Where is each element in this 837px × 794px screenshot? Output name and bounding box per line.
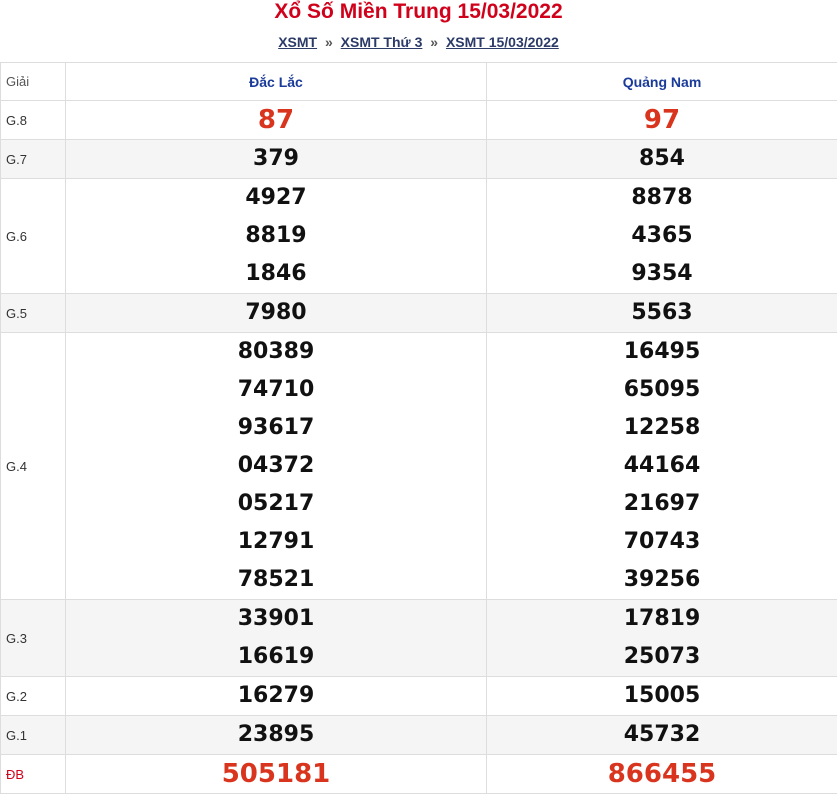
cell-dac-lac [66, 333, 487, 600]
cell-dac-lac [66, 101, 487, 140]
table-row [1, 716, 837, 755]
prize-number: 04372 [66, 447, 486, 485]
table-row [1, 600, 837, 677]
cell-dac-lac [66, 140, 487, 179]
prize-label: G.3 [1, 600, 66, 677]
table-row [1, 179, 837, 294]
prize-number: 1846 [66, 255, 486, 293]
prize-number: 16619 [66, 638, 486, 676]
prize-number: 93617 [66, 409, 486, 447]
cell-dac-lac [66, 716, 487, 755]
prize-number: 16279 [66, 677, 486, 715]
cell-quang-nam [487, 333, 837, 600]
prize-number: 854 [487, 140, 837, 178]
prize-label: G.8 [1, 101, 66, 140]
cell-quang-nam [487, 179, 837, 294]
results-table [0, 62, 837, 794]
table-row [1, 333, 837, 600]
prize-number: 21697 [487, 485, 837, 523]
cell-dac-lac [66, 755, 487, 794]
table-header-row [1, 63, 837, 101]
prize-label: G.7 [1, 140, 66, 179]
prize-number: 7980 [66, 294, 486, 332]
cell-dac-lac [66, 600, 487, 677]
table-row [1, 140, 837, 179]
cell-quang-nam [487, 294, 837, 333]
prize-label: G.4 [1, 333, 66, 600]
prize-label: ĐB [1, 755, 66, 794]
prize-number: 866455 [487, 755, 837, 793]
prize-number: 74710 [66, 371, 486, 409]
header-province-quang-nam[interactable]: Quảng Nam [487, 63, 837, 101]
breadcrumb-link-xsmt[interactable]: XSMT [278, 34, 317, 50]
prize-number: 12258 [487, 409, 837, 447]
prize-number: 505181 [66, 755, 486, 793]
prize-number: 87 [66, 101, 486, 139]
cell-quang-nam [487, 101, 837, 140]
prize-number: 70743 [487, 523, 837, 561]
breadcrumb-separator: » [430, 34, 438, 50]
header-province-dac-lac[interactable]: Đắc Lắc [66, 63, 487, 101]
page-title: Xổ Số Miền Trung 15/03/2022 [0, 0, 837, 24]
cell-quang-nam [487, 755, 837, 794]
prize-label: G.5 [1, 294, 66, 333]
cell-dac-lac [66, 179, 487, 294]
prize-number: 65095 [487, 371, 837, 409]
prize-number: 17819 [487, 600, 837, 638]
prize-number: 97 [487, 101, 837, 139]
prize-number: 5563 [487, 294, 837, 332]
prize-number: 39256 [487, 561, 837, 599]
prize-number: 78521 [66, 561, 486, 599]
table-row [1, 755, 837, 794]
prize-number: 16495 [487, 333, 837, 371]
prize-number: 8878 [487, 179, 837, 217]
cell-quang-nam [487, 600, 837, 677]
cell-quang-nam [487, 677, 837, 716]
prize-number: 44164 [487, 447, 837, 485]
table-row [1, 101, 837, 140]
prize-number: 379 [66, 140, 486, 178]
prize-number: 4365 [487, 217, 837, 255]
table-row [1, 677, 837, 716]
cell-quang-nam [487, 716, 837, 755]
breadcrumb-link-xsmt-date[interactable]: XSMT 15/03/2022 [446, 34, 559, 50]
prize-number: 12791 [66, 523, 486, 561]
prize-label: G.1 [1, 716, 66, 755]
table-row [1, 294, 837, 333]
prize-number: 25073 [487, 638, 837, 676]
prize-number: 4927 [66, 179, 486, 217]
prize-number: 45732 [487, 716, 837, 754]
prize-label: G.2 [1, 677, 66, 716]
prize-number: 9354 [487, 255, 837, 293]
prize-number: 8819 [66, 217, 486, 255]
prize-label: G.6 [1, 179, 66, 294]
breadcrumb-link-xsmt-thu-3[interactable]: XSMT Thứ 3 [341, 34, 423, 50]
cell-dac-lac [66, 294, 487, 333]
header-giai: Giải [1, 63, 66, 101]
breadcrumb [0, 32, 837, 52]
prize-number: 33901 [66, 600, 486, 638]
prize-number: 80389 [66, 333, 486, 371]
prize-number: 23895 [66, 716, 486, 754]
cell-quang-nam [487, 140, 837, 179]
prize-number: 05217 [66, 485, 486, 523]
results-body [1, 101, 837, 794]
cell-dac-lac [66, 677, 487, 716]
breadcrumb-separator: » [325, 34, 333, 50]
prize-number: 15005 [487, 677, 837, 715]
